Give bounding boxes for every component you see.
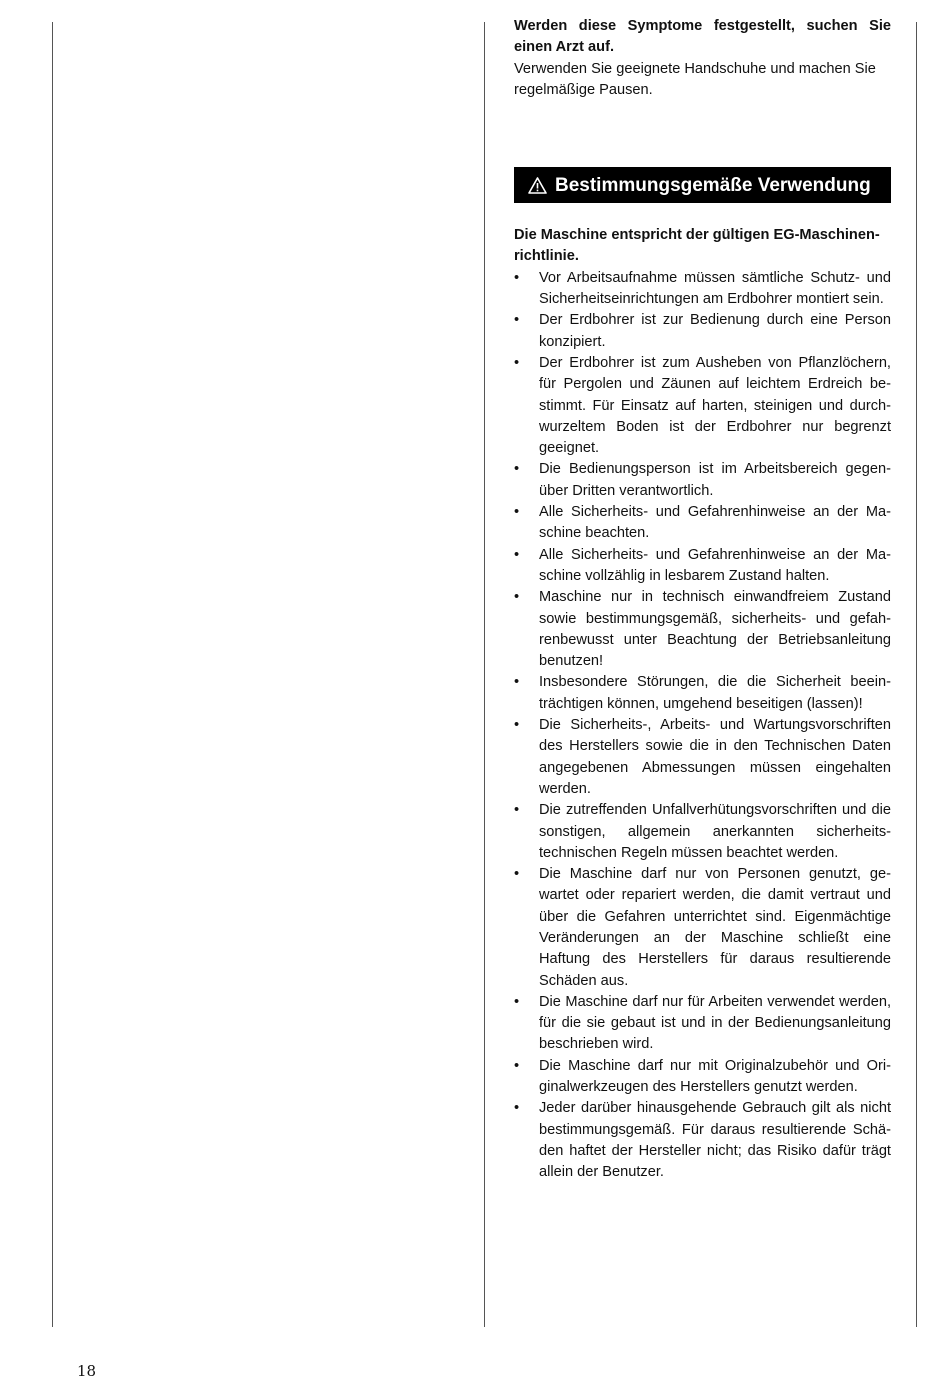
list-item <box>514 800 891 864</box>
left-column-rule <box>52 22 53 1327</box>
list-item <box>514 268 891 311</box>
list-item <box>514 1056 891 1099</box>
bullet-marker: • <box>514 589 520 606</box>
directive-lead-text: Die Maschine entspricht der gültigen EG-Maschinenrichtlinie. <box>514 227 880 265</box>
bullet-marker: • <box>514 674 520 691</box>
list-item <box>514 545 891 588</box>
bullet-marker: • <box>514 312 520 329</box>
middle-column-rule <box>484 22 485 1327</box>
list-item-text: Alle Sicherheits- und Gefahrenhinweise an der Maschine beachten. <box>539 504 891 542</box>
list-item-text: Maschine nur in technisch einwandfreiem Zustand sowie bestimmungsgemäß, sicherheits- und gefahrenbewusst unter Beachtung der Betriebsanleitung benutzen! <box>539 589 891 670</box>
list-item-text: Die Sicherheits-, Arbeits- und Wartungsvorschriften des Herstellers sowie die in den Technischen Daten angegebenen Abmessungen müssen eingehalten werden. <box>539 717 891 797</box>
list-item-text: Der Erdbohrer ist zur Bedienung durch eine Person konzipiert. <box>539 312 891 350</box>
list-item <box>514 1098 891 1183</box>
list-item <box>514 992 891 1056</box>
list-item <box>514 715 891 800</box>
list-item-text: Vor Arbeitsaufnahme müssen sämtliche Schutz- und Sicherheitseinrichtungen am Erdbohrer montiert sein. <box>539 269 891 308</box>
bullet-marker: • <box>514 717 520 734</box>
list-item <box>514 864 891 992</box>
list-item-text: Der Erdbohrer ist zum Ausheben von Pflanzlöchern, für Pergolen und Zäunen auf leichtem Erdreich bestimmt. Für Einsatz auf harten, steinigen und durchwurzeltem Boden ist der Erdbohrer nur begrenzt geeignet. <box>539 354 891 457</box>
list-item-text: Insbesondere Störungen, die die Sicherheit beeinträchtigen können, umgehend beseitigen (lassen)! <box>539 674 891 712</box>
bullet-marker: • <box>514 504 520 521</box>
list-item-text: Jeder darüber hinausgehende Gebrauch gilt als nicht bestimmungsgemäß. Für daraus resultierende Schäden haftet der Hersteller nicht; das Risiko dafür trägt allein der Benutzer. <box>539 1100 891 1181</box>
list-item <box>514 587 891 672</box>
bullet-marker: • <box>514 354 520 371</box>
list-item <box>514 459 891 502</box>
section-title: Bestimmungsgemäße Verwendung <box>555 174 871 196</box>
usage-rules-list <box>514 268 891 1184</box>
right-text-column <box>514 16 891 1184</box>
bullet-marker: • <box>514 461 520 478</box>
bullet-marker: • <box>514 269 520 286</box>
gloves-advice-text: Verwenden Sie geeignete Handschuhe und machen Sie regelmäßige Pausen. <box>514 60 876 98</box>
list-item-text: Die zutreffenden Unfallverhütungsvorschriften und die sonstigen, allgemein anerkannten sicherheitstechnischen Regeln müssen beachtet werden. <box>539 802 891 861</box>
bullet-marker: • <box>514 802 520 819</box>
list-item-text: Die Maschine darf nur von Personen genutzt, gewartet oder repariert werden, die damit vertraut und über die Gefahren unterrichtet sind. Eigenmächtige Veränderungen an der Maschine schließt eine Haftung des Herstellers für daraus resultierende Schäden aus. <box>539 866 891 989</box>
list-item-text: Alle Sicherheits- und Gefahrenhinweise an der Maschine vollzählig in lesbarem Zustand halten. <box>539 546 891 584</box>
list-item-text: Die Maschine darf nur mit Originalzubehör und Originalwerkzeugen des Herstellers genutzt werden. <box>539 1057 891 1096</box>
bullet-marker: • <box>514 1057 520 1074</box>
bullet-marker: • <box>514 993 520 1010</box>
page-number: 18 <box>77 1362 97 1380</box>
warning-triangle-icon <box>528 177 547 194</box>
list-item-text: Die Maschine darf nur für Arbeiten verwendet werden, für die sie gebaut ist und in der Bedienungsanleitung beschrieben wird. <box>539 993 891 1053</box>
right-column-rule <box>916 22 917 1327</box>
list-item <box>514 310 891 353</box>
symptom-warning-text: Werden diese Symptome festgestellt, suchen Sie einen Arzt auf. <box>514 18 891 56</box>
list-item-text: Die Bedienungsperson ist im Arbeitsbereich gegenüber Dritten verantwortlich. <box>539 461 891 499</box>
bullet-marker: • <box>514 1100 520 1117</box>
list-item <box>514 672 891 715</box>
bullet-marker: • <box>514 546 520 563</box>
list-item <box>514 353 891 459</box>
list-item <box>514 502 891 545</box>
bullet-marker: • <box>514 866 520 883</box>
section-heading-bar <box>514 167 891 203</box>
